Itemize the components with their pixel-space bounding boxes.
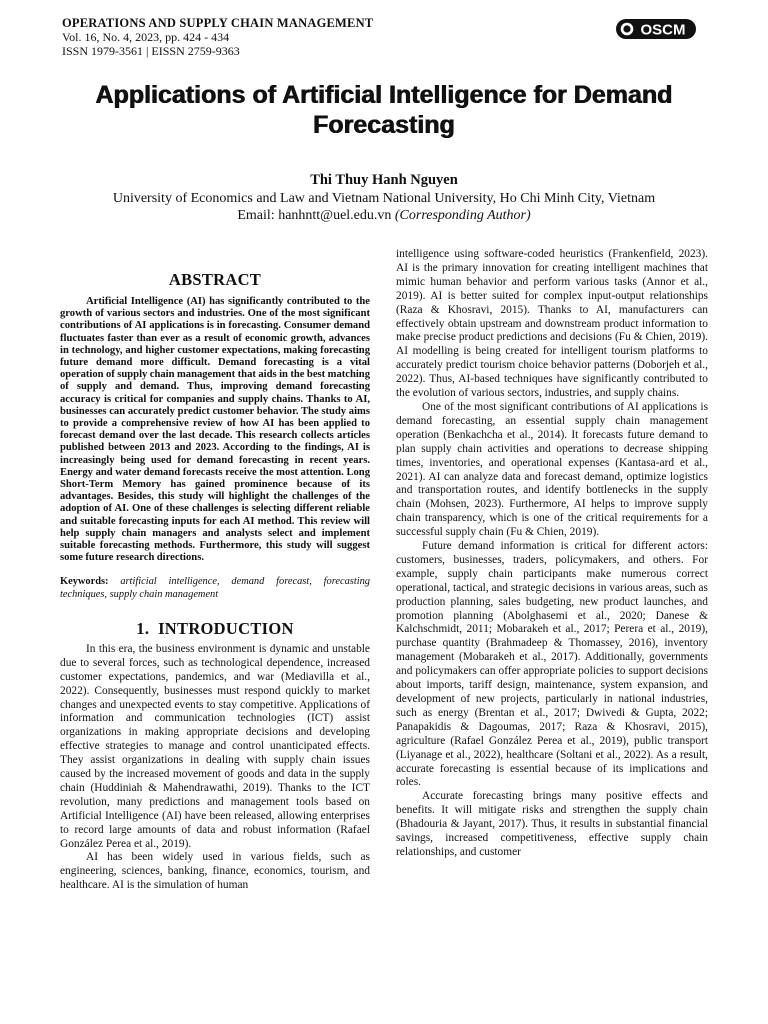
- keywords: [60, 576, 370, 600]
- intro-paragraph-4: Future demand information is critical for different actors: customers, businesses, traders, policymakers, and others. For example, supply chain participants make numerous correct operational, tactical, and strategic decisions in various areas, such as production planning, sales budgeting, new product launches, and promotion planning (Abolghasemi et al., 2020; Danese & Kalchschmidt, 2011; Mobarakeh et al., 2017; Perera et al., 2019), purchase quantity (Brahmadeep & Thomassey, 2016), inventory management (Mobarakeh et al., 2017). Additionally, governments and policymakers can offer appropriate policies to support decisions about imports, tariff design, maintenance, system expansion, and development of new projects, particularly in national industries, such as energy (Brentan et al., 2017; Dwivedi & Gupta, 2022; Panapakidis & Dagoumas, 2017; Raza & Khosravi, 2015), agriculture (Rafael González Perea et al., 2019), public transport (Liyanage et al., 2022), healthcare (Soltani et al., 2022). As a result, accurate forecasting is essential because of its implications and roles.: [396, 540, 708, 789]
- left-column: [60, 270, 370, 893]
- intro-paragraph-5: Accurate forecasting brings many positive effects and benefits. It will mitigate risks and strengthen the supply chain (Bhadouria & Jayant, 2017). Thus, it results in substantial financial savings, increased competitiveness, effective supply chain relationships, and customer: [396, 790, 708, 858]
- intro-paragraph-1: In this era, the business environment is dynamic and unstable due to several forces, such as technological dependence, increased customer expectations, pandemics, and war (Mediavilla et al., 2022). Consequently, businesses must respond quickly to market changes and unexpected events to stay competitive. Applications of information and communication technologies (ICT) assist organizations in making appropriate decisions and developing effective strategies to manage and control unanticipated effects. They assist organizations in dealing with supply chain issues caused by the increased movement of goods and data in the supply chain (Huddiniah & Mahendrawathi, 2019). Thanks to the ICT revolution, many predictions and management tools based on Artificial Intelligence (AI) have been released, allowing enterprises to record large amounts of data and robust information (Rafael González Perea et al., 2019).: [60, 642, 370, 850]
- oscm-logo: [616, 18, 696, 40]
- intro-paragraph-2-continued: intelligence using software-coded heuristics (Frankenfield, 2023). AI is the primary innovation for creating intelligent machines that mimic human behavior and perform various tasks (Annor et al., 2019). AI is better suited for complex input-output relationships (Raza & Khosravi, 2015). Thanks to AI, manufacturers can effectively obtain upstream and downstream product information to make precise product predictions and decisions (Fu & Chien, 2019). AI modelling is being created for intelligent tourism platforms to accurately predict tourism choice behavior patterns (Doborjeh et al., 2022). Thus, AI-based techniques have significantly contributed to the evolution of various sectors, industries, and supply chains.: [396, 248, 708, 400]
- author-name: Thi Thuy Hanh Nguyen: [310, 172, 458, 188]
- volume-line: Vol. 16, No. 4, 2023, pp. 424 - 434: [62, 30, 230, 44]
- email-line: [0, 207, 768, 224]
- author-affiliation-block: [0, 190, 768, 224]
- email-address[interactable]: hanhntt@uel.edu.vn: [278, 208, 392, 223]
- right-column: [396, 248, 708, 860]
- corresponding-note: (Corresponding Author): [394, 208, 531, 223]
- intro-paragraph-2: AI has been widely used in various fields, such as engineering, sciences, banking, finance, economics, tourism, and healthcare. AI is the simulation of human: [60, 851, 370, 892]
- journal-header: [62, 16, 373, 58]
- introduction-heading: 1. INTRODUCTION: [136, 618, 294, 638]
- abstract-text: Artificial Intelligence (AI) has significantly contributed to the growth of various sectors and industries. One of the most significant contributions of AI applications is in forecasting. Consumer demand fluctuates faster than ever as a result of economic growth, advances in technology, and higher customer expectations, making forecasting future demand more difficult. Demand forecasting is a vital operation of supply chain management that aids in the best matching of supply and demand. Thus, improving demand forecasting accuracy is critical for companies and supply chains. Thanks to AI, businesses can accurately predict customer behavior. The study aims to provide a comprehensive review of how AI has been applied to forecast demand over the last decade. This research collects articles published between 2013 and 2023. According to the findings, AI is increasingly being used for demand forecasting in recent years. Energy and water demand forecasts receive the most attention. Long Short-Term Memory has gained prominence because of its advantages. Besides, this study will highlight the challenges of the adoption of AI. One of these challenges is selecting different reliable and suitable forecasting inputs for each AI method. This review will help supply chain managers and analysts select and implement suitable forecasting methods. Furthermore, this study will suggest some future research directions.: [60, 296, 370, 564]
- issn-line: ISSN 1979-3561 | EISSN 2759-9363: [62, 44, 240, 58]
- logo-text: OSCM: [640, 21, 686, 39]
- email-label: Email:: [237, 208, 279, 223]
- abstract-heading: ABSTRACT: [168, 270, 262, 289]
- intro-paragraph-3: One of the most significant contributions of AI applications is demand forecasting, an essential supply chain management operation (Benkachcha et al., 2014). It forecasts future demand to plan supply chain activities and operations to decrease shipping times, inventories, and operational expenses (Kantasa-ard et al., 2021). AI can analyze data and forecast demand, optimize logistics and transportation routes, and identify bottlenecks in the supply chain (Mohsen, 2023). Furthermore, AI helps to improve supply chain transparency, which is one of the critical requirements for a successful supply chain (Fu & Chien, 2019).: [396, 400, 708, 539]
- keywords-label: Keywords:: [60, 576, 109, 588]
- affiliation: University of Economics and Law and Vietnam National University, Ho Chi Minh City, Vietnam: [112, 191, 656, 206]
- journal-name: OPERATIONS AND SUPPLY CHAIN MANAGEMENT: [62, 16, 374, 30]
- paper-title: Applications of Artificial Intelligence for Demand Forecasting: [95, 81, 673, 139]
- keywords-list: artificial intelligence, demand forecast, forecasting techniques, supply chain management: [60, 576, 370, 600]
